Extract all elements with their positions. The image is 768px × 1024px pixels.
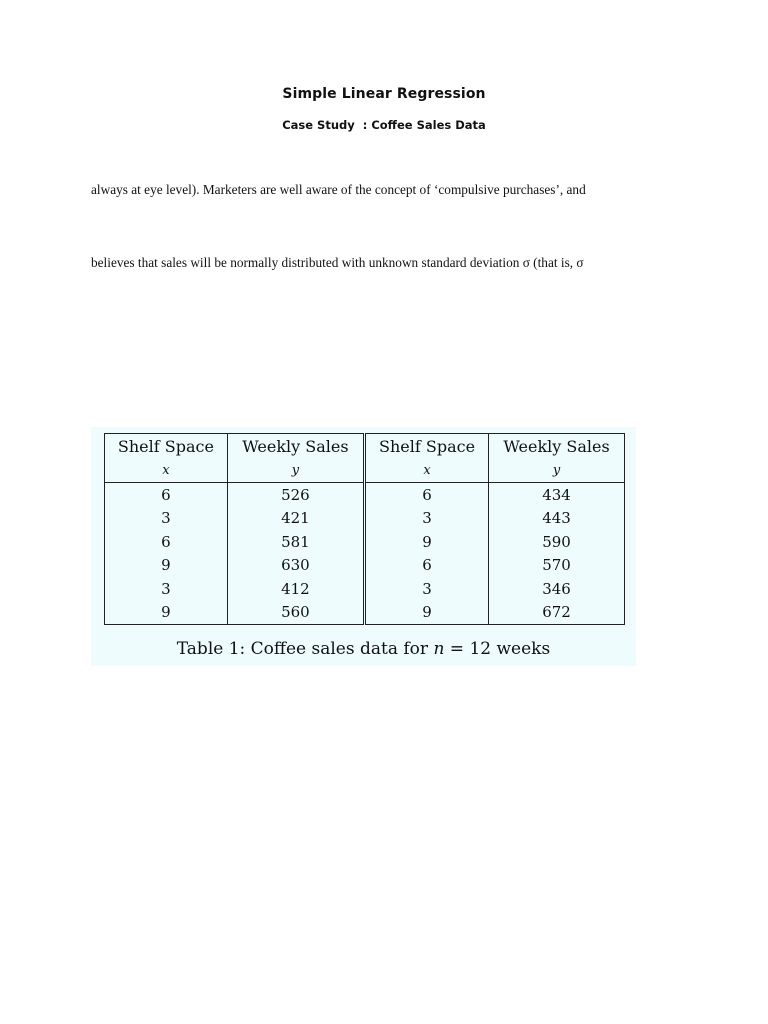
table-cell: 581 xyxy=(227,530,364,554)
column-symbol-y-2: y xyxy=(489,459,625,483)
table-cell: 526 xyxy=(227,483,364,507)
column-symbol-x-1: x xyxy=(105,459,228,483)
table-cell: 3 xyxy=(364,507,488,531)
table-cell: 570 xyxy=(489,554,625,578)
table-cell: 6 xyxy=(364,554,488,578)
table-symbol-row xyxy=(105,459,625,483)
table-caption xyxy=(91,639,636,659)
table-cell: 590 xyxy=(489,530,625,554)
table-cell: 6 xyxy=(105,530,228,554)
table-cell: 560 xyxy=(227,601,364,625)
table-cell: 3 xyxy=(364,577,488,601)
table-cell: 9 xyxy=(105,601,228,625)
table-row xyxy=(105,577,625,601)
table-cell: 672 xyxy=(489,601,625,625)
table-cell: 9 xyxy=(364,530,488,554)
table-cell: 630 xyxy=(227,554,364,578)
table-row xyxy=(105,507,625,531)
table-row xyxy=(105,601,625,625)
table-cell: 346 xyxy=(489,577,625,601)
table-cell: 443 xyxy=(489,507,625,531)
paragraph-line-1: always at eye level). Marketers are well aware of the concept of ‘compulsive purchases’, and xyxy=(91,182,586,197)
coffee-sales-table xyxy=(104,433,625,625)
column-header-weekly-sales-2: Weekly Sales xyxy=(489,434,625,460)
column-header-weekly-sales-1: Weekly Sales xyxy=(227,434,364,460)
table-cell: 9 xyxy=(364,601,488,625)
column-header-shelf-space-2: Shelf Space xyxy=(364,434,488,460)
table-row xyxy=(105,530,625,554)
column-symbol-x-2: x xyxy=(364,459,488,483)
table-row xyxy=(105,483,625,507)
table-cell: 421 xyxy=(227,507,364,531)
document-subtitle: Case Study : Coffee Sales Data xyxy=(282,118,486,132)
caption-suffix: = 12 weeks xyxy=(444,639,551,659)
table-header-row xyxy=(105,434,625,460)
table-cell: 412 xyxy=(227,577,364,601)
caption-prefix: Table 1: Coffee sales data for xyxy=(176,639,434,659)
table-cell: 9 xyxy=(105,554,228,578)
table-cell: 3 xyxy=(105,507,228,531)
table-row xyxy=(105,554,625,578)
table-cell: 3 xyxy=(105,577,228,601)
document-title: Simple Linear Regression xyxy=(282,86,486,102)
column-symbol-y-1: y xyxy=(227,459,364,483)
caption-variable-n: n xyxy=(433,639,445,659)
table-figure-image xyxy=(91,427,636,666)
table-cell: 434 xyxy=(489,483,625,507)
paragraph-line-2: believes that sales will be normally distributed with unknown standard deviation σ (that is, σ xyxy=(91,255,584,270)
column-header-shelf-space-1: Shelf Space xyxy=(105,434,228,460)
table-cell: 6 xyxy=(105,483,228,507)
table-cell: 6 xyxy=(364,483,488,507)
